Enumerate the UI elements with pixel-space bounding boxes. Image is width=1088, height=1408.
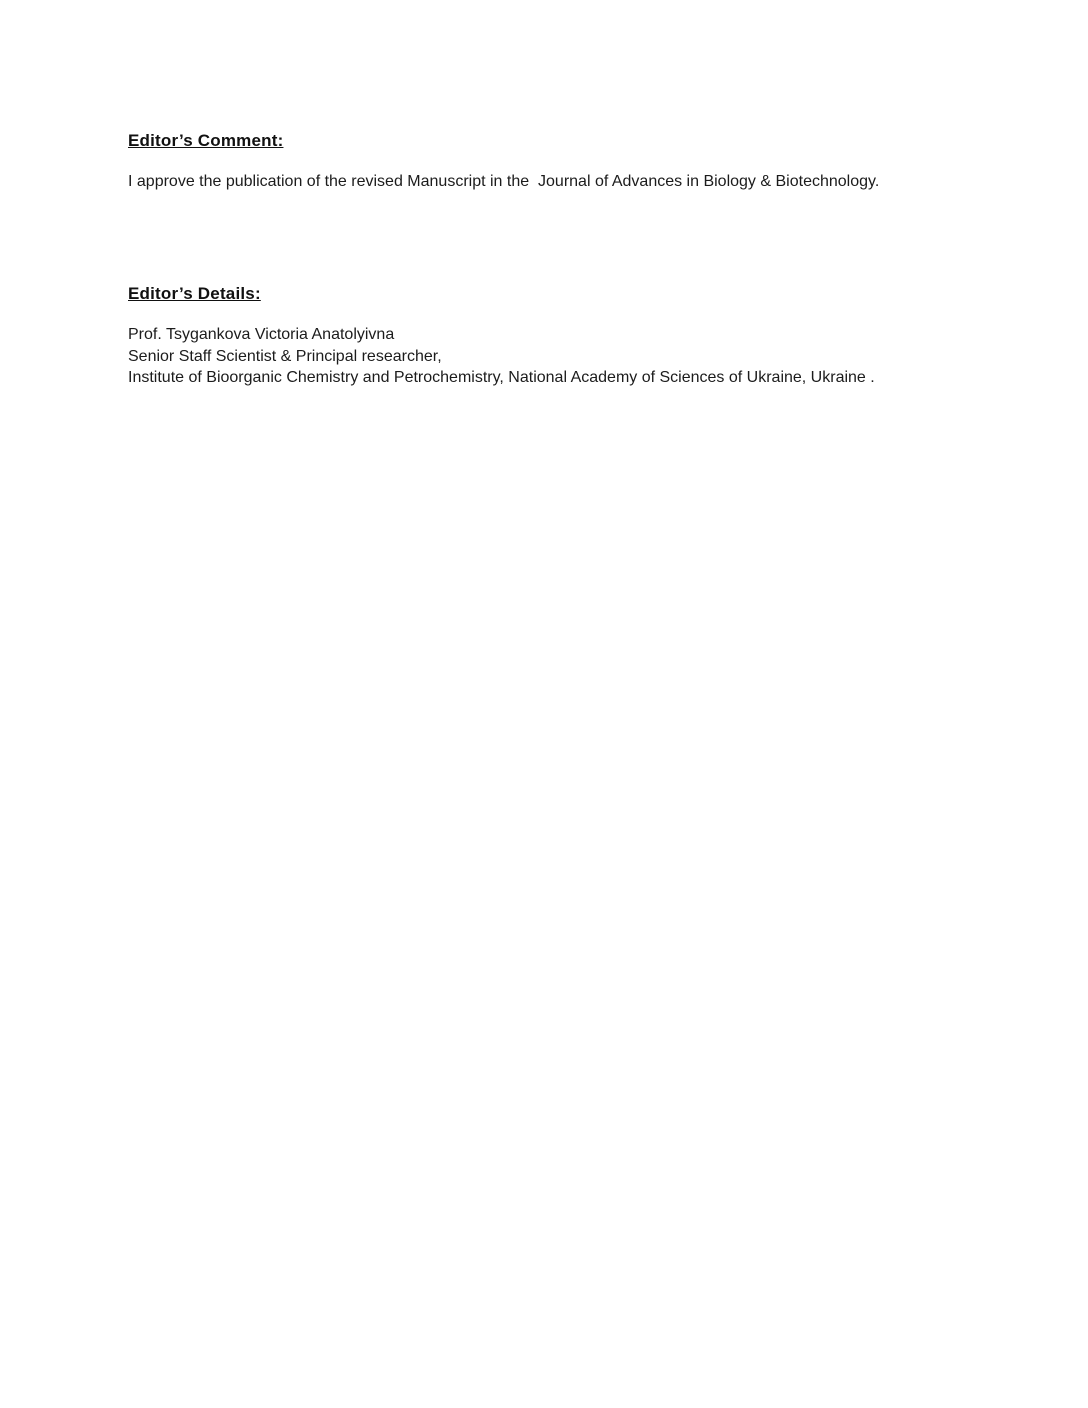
editors-details-block (128, 324, 968, 389)
editors-comment-text: I approve the publication of the revised Manuscript in the Journal of Advances in Biology & Biotechnology. (128, 173, 880, 190)
editor-affiliation-line: Institute of Bioorganic Chemistry and Petrochemistry, National Academy of Sciences of Ukraine, Ukraine . (128, 369, 875, 386)
editor-name-line: Prof. Tsygankova Victoria Anatolyivna (128, 326, 395, 343)
editors-details-heading: Editor’s Details: (128, 284, 261, 303)
editor-title-line: Senior Staff Scientist & Principal researcher, (128, 347, 442, 365)
document-page (128, 131, 968, 389)
editors-comment-heading: Editor’s Comment: (128, 131, 284, 150)
